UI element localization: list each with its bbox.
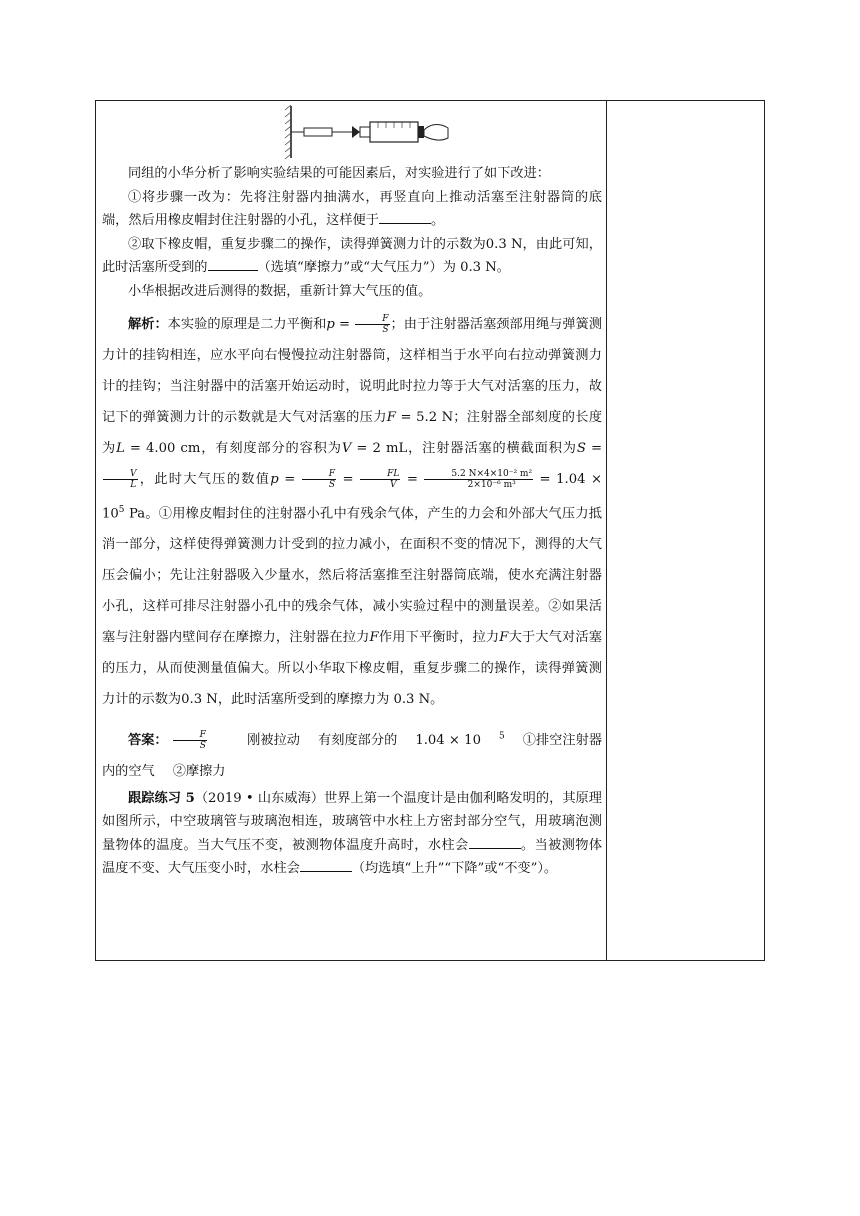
content-cell bbox=[102, 104, 602, 881]
answer-fraction: $\frac{F}{S}$ bbox=[173, 730, 225, 751]
answer-label: 答案： bbox=[128, 732, 168, 748]
analysis-paragraph: 解析：本实验的原理是二力平衡和p = $\frac{F}{S}$ ；由于注射器活塞颈部用绳与弹簧测力计的挂钩相连，应水平向右慢慢拉动注射器筒，这样相当于水平向右拉动弹簧测力计的挂钩；当注射器中的活塞开始运动时，说明此时拉力等于大气对活塞的压力，故记下的弹簧测力计的示数就是大气对活塞的压力F = 5.2 N；注射器全部刻度的长度为L = 4.00 cm，有刻度部分的容积为V = 2 mL，注射器活塞的横截面积为S = $\frac{V}{L}$ ，此时大气压的数值p = $\frac{F}{S}$ = $\frac{FL}{V}$ = $\frac{\text{5.2 N×4×10⁻² m²}}{\text{2×10⁻⁶ m³}}$ = $1.04 \times 10^5$ Pa。①用橡皮帽封住的注射器小孔中有残余气体，产生的力会和外部大气压力抵消一部分，这样使得弹簧测力计受到的拉力减小，在面积不变的情况下，测得的大气压会偏小；先让注射器吸入少量水，然后将活塞推至注射器筒底端，使水充满注射器小孔，这样可排尽注射器小孔中的残余气体，减小实验过程中的测量误差。②如果活塞与注射器内壁间存在摩擦力，注射器在拉力F作用下平衡时，拉力F大于大气对活塞的压力，从而使测量值偏大。所以小华取下橡皮帽，重复步骤二的操作，读得弹簧测力计的示数为0.3 N，此时活塞所受到的摩擦力为 0.3 N。 bbox=[102, 314, 603, 708]
exercise-paragraph: 跟踪练习 5（2019 • 山东威海）世界上第一个温度计是由伽利略发明的，其原理如图所示，中空玻璃管与玻璃泡相连，玻璃管中水柱上方密封部分空气，用玻璃泡测量物体的温度。当大气压不变，被测物体温度升高时，水柱会 。当被测物体温度不变、大气压变小时，水柱会 （均选填“上升”“下降”或“不变”）。 bbox=[102, 790, 603, 877]
fraction-F-over-S-2: $\frac{F}{S}$ bbox=[302, 469, 336, 490]
syringe-apparatus-icon bbox=[282, 104, 452, 160]
paragraph-step1: ①将步骤一改为：先将注射器内抽满水，再竖直向上推动活塞至注射器筒的底端，然后用橡皮帽封住注射器的小孔，这样便于 。 bbox=[102, 189, 602, 228]
exercise-label: 跟踪练习 5 bbox=[128, 790, 195, 806]
answer-paragraph: 答案： $\frac{F}{S}$ 刚被拉动 有刻度部分的 1.04 × 10 $^5$ ①排空注射器内的空气 ②摩擦力 bbox=[102, 729, 603, 779]
answer-blank-1[interactable] bbox=[379, 211, 431, 224]
fraction-F-over-S: $\frac{F}{S}$ bbox=[355, 314, 389, 335]
answer-blank-4[interactable] bbox=[300, 859, 352, 872]
fraction-numeric: $\frac{\text{5.2 N×4×10⁻² m²}}{\text{2×10⁻⁶ m³}}$ bbox=[424, 469, 533, 490]
answer-blank-3[interactable] bbox=[469, 836, 521, 849]
analysis-label: 解析： bbox=[128, 317, 168, 332]
table-column-divider bbox=[606, 100, 607, 961]
fraction-FL-over-V: $\frac{FL}{V}$ bbox=[360, 469, 400, 490]
fraction-V-over-L: $\frac{V}{L}$ bbox=[103, 469, 138, 490]
answer-blank-2[interactable] bbox=[208, 258, 258, 271]
paragraph-intro: 同组的小华分析了影响实验结果的可能因素后，对实验进行了如下改进： bbox=[128, 166, 550, 181]
paragraph-recalc: 小华根据改进后测得的数据，重新计算大气压的值。 bbox=[128, 283, 432, 299]
paragraph-step2: ②取下橡皮帽，重复步骤二的操作，读得弹簧测力计的示数为0.3 N，由此可知，此时活塞所受到的 （选填“摩擦力”或“大气压力”）为 0.3 N。 bbox=[102, 236, 602, 275]
syringe-figure bbox=[102, 104, 602, 162]
